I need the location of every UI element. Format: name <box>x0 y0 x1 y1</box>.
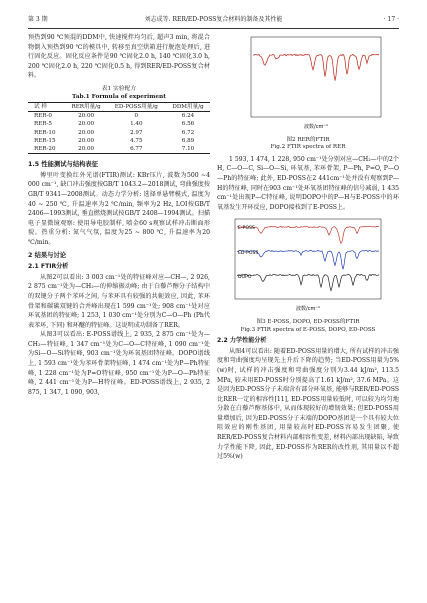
left-column <box>28 33 210 397</box>
issue-number: 第 3 期 <box>28 16 48 23</box>
table-cell: RER-20 <box>34 145 56 152</box>
paragraph-ftir-poss: 从图3可以看出: E-POSS谱线上, 2 935, 2 875 cm⁻¹处为—CH₂—特征峰, 1 347 cm⁻¹处为C—O—C特征峰, 1 090 cm⁻¹处为Si—O—Si特征峰, 903 cm⁻¹处为环氧基团特征峰。DOPO谱线上, 1 593 cm⁻¹处为苯环骨架特征峰, 1 474 cm⁻¹处为P—Ph特征峰, 1 228 cm⁻¹处为P=O特征峰, 950 cm⁻¹处为P—O—Ph特征峰, 2 441 cm⁻¹处为P—H特征峰。ED-POSS谱线上, 2 935, 2 875, 1 347, 1 090, 903, <box>28 331 210 396</box>
table-row <box>28 120 210 128</box>
table-cell: RER-10 <box>34 129 56 136</box>
table-header: 试 样 <box>28 102 66 111</box>
header-rule <box>28 28 399 29</box>
rer-spectrum-line <box>253 54 379 80</box>
table-cell: 20.00 <box>78 113 95 120</box>
paragraph-curing: 预热到90 ℃预混的DDM中, 快速搅拌均匀后, 超声3 min, 将混合物倒入预热到90 ℃的模具中, 转移至真空烘箱进行脱泡处理后, 进行固化反应。固化反应条件是90 ℃固化2.0 h, 140 ℃固化3.0 h, 200 ℃固化2.0 h, 220 ℃固化0.5 h, 得到RER/ED-POSS复合材料。 <box>28 34 210 80</box>
ftir-poss-plot <box>217 215 399 315</box>
table-cell: 6.77 <box>130 145 143 152</box>
table-cell: RER-5 <box>34 121 52 128</box>
x-axis-label: 波数/cm⁻¹ <box>296 306 320 313</box>
paragraph-ftir-rer: 从图2可以看出: 3 003 cm⁻¹处的特征峰对应—CH—, 2 926, 2 875 cm⁻¹处为—CH₂—的伸缩振动峰; 由于白藜芦醇分子结构中的双键分子两个苯环之间, 与苯环具有较强的共轭效应, 因此, 苯环骨架和碳碳双键的合并峰出现在1 599 cm⁻¹处; 908 cm⁻¹处对应环氧基团的特征峰; 1 253, 1 030 cm⁻¹处分别为C—O—Ph (Ph代表苯环, 下同) 和环醚的特征峰。这说明成功制备了RER。 <box>28 273 210 329</box>
eposs-spectrum-line <box>237 227 379 244</box>
figure-3-caption-en: Fig.3 FTIR spectra of E-POSS, DOPO, ED-POSS <box>240 326 376 333</box>
plot-frame <box>251 37 381 117</box>
table-header: ED-POSS用量/g <box>107 102 166 111</box>
paragraph-mechanical: 从图4可以看出: 随着ED-POSS用量的增大, 所有试样的冲击强度和弯曲强度均呈现先上升后下降的趋势; 当ED-POSS用量为5%(w)时, 试样的冲击强度和弯曲强度分别为3.44 kJ/m², 113.5 MPa, 较未用ED-POSS时分别提高了1.61 kJ/m², 37.6 MPa。这是因为ED-POSS分子末端含有部分环氧基, 能够与RER/ED-POSS比RER一定的相容性[11], ED-POSS用量较低时, 可以较为均匀地分散在白藜芦醇基体中, 从而体现较好的增韧效果; 但ED-POSS用量增加后, 因为ED-POSS分子末端的DOPO基团是一个具有较大位阻效应的刚性基团, 用量较高时ED-POSS容易发生团聚, 使RER/ED-POSS复合材料内部相容性变差, 材料内部出现缺陷, 导致力学性能下降, 因此, ED-POSS作为RER的改性剂, 其用量以不超过5%(w) <box>217 347 399 461</box>
figure-2-caption-cn: 图2 RER的FTIR <box>286 136 330 143</box>
table-row <box>28 129 210 137</box>
table-caption-cn: 表1 实验配方 <box>101 85 137 92</box>
x-axis-label: 波数/cm⁻¹ <box>304 124 328 130</box>
table-cell: 7.10 <box>181 145 195 152</box>
table-caption-en: Tab.1 Formula of experiment <box>72 93 166 100</box>
table-header: DDM用量/g <box>166 102 210 111</box>
table-cell: 6.56 <box>181 121 195 128</box>
figure-3-caption <box>217 319 399 334</box>
table-cell: 4.75 <box>130 137 143 144</box>
formula-table <box>28 102 210 154</box>
running-title: 刘志成等. RER/ED-POSS复合材料的制备及其性能 <box>144 16 283 23</box>
table-cell: 6.72 <box>181 129 195 136</box>
section-2-title: 2 结果与讨论 <box>28 251 67 259</box>
figure-2-caption-en: Fig.2 FTIR spectra of RER <box>270 144 346 151</box>
table-cell: 20.00 <box>78 121 95 128</box>
page-number: · 17 · <box>383 16 399 23</box>
table-cell: 20.00 <box>78 145 95 152</box>
paragraph-edposs-peaks: 1 593, 1 474, 1 228, 950 cm⁻¹处分别对应—CH₂—中的2个H, C—O—C, Si—O—Si, 环氧基, 苯环骨架, P—Ph, P=O, P—O—Ph的特征峰; 此外, ED-POSS在2 441cm⁻¹处并没有观察到P—H的特征峰, 同时在903 cm⁻¹处环氧基团特征峰的信号减弱, 1 435 cm⁻¹处出现P—C特征峰, 说明DOPO中的P—H与E-POSS中的环氧基发生开环反应, DOPO接枝到了E-POSS上。 <box>217 155 399 211</box>
figure-3 <box>217 215 399 334</box>
plot-frame <box>235 219 381 299</box>
table-cell: 20.00 <box>78 129 95 136</box>
table-cell: 6.89 <box>181 137 195 144</box>
right-column <box>217 33 399 462</box>
dopo-spectrum-line <box>237 275 379 291</box>
table-row <box>28 145 210 154</box>
table-row <box>28 112 210 121</box>
table-cell: 6.24 <box>181 113 195 120</box>
section-2-2-title: 2.2 力学性能分析 <box>217 337 267 345</box>
table-cell: 20.00 <box>78 137 95 144</box>
page-header <box>28 14 399 26</box>
table-caption <box>28 85 210 101</box>
eposs-label: E-POSS <box>238 226 255 232</box>
table-cell: 1.40 <box>130 121 143 128</box>
table-header-row <box>28 102 210 111</box>
ftir-rer-plot <box>217 33 399 133</box>
paragraph-testing: 傅里叶变换红外光谱(FTIR)测试: KBr压片, 波数为500 ~4 000 cm⁻¹, 缺口冲击强度按GB/T 1043.2—2018测试, 弯曲强度按GB/T 9341—2008测试。动态力学分析: 选择单悬臂模式, 温度为40 ~ 250 ℃, 升温速率为2 ℃/min, 频率为2 Hz, LOI按GB/T 2406—1993测试, 垂直燃烧测试按GB/T 2408—1994测试。扫描电子显微镜观察: 使用导电胶制样, 喷金60 s观察试样冲击断面形貌。热重分析: 氮气气氛, 温度为25 ~ 800 ℃, 升温速率为20 ℃/min。 <box>28 171 210 246</box>
table-cell: 0 <box>134 113 139 120</box>
figure-2 <box>217 33 399 152</box>
table-cell: RER-15 <box>34 137 56 144</box>
edposs-label: ED-POSS <box>238 251 259 257</box>
table-cell: RER-0 <box>34 113 52 120</box>
section-2-1-title: 2.1 FTIR分析 <box>28 263 69 271</box>
section-1-5-title: 1.5 性能测试与结构表征 <box>28 161 99 169</box>
dopo-label: DOPO <box>238 275 252 281</box>
table-row <box>28 137 210 145</box>
figure-2-caption <box>217 137 399 152</box>
figure-3-caption-cn: 图3 E-POSS, DOPO, ED-POSS的FTIR <box>256 318 360 325</box>
table-header: RER用量/g <box>66 102 107 111</box>
table-cell: 2.97 <box>130 129 143 136</box>
